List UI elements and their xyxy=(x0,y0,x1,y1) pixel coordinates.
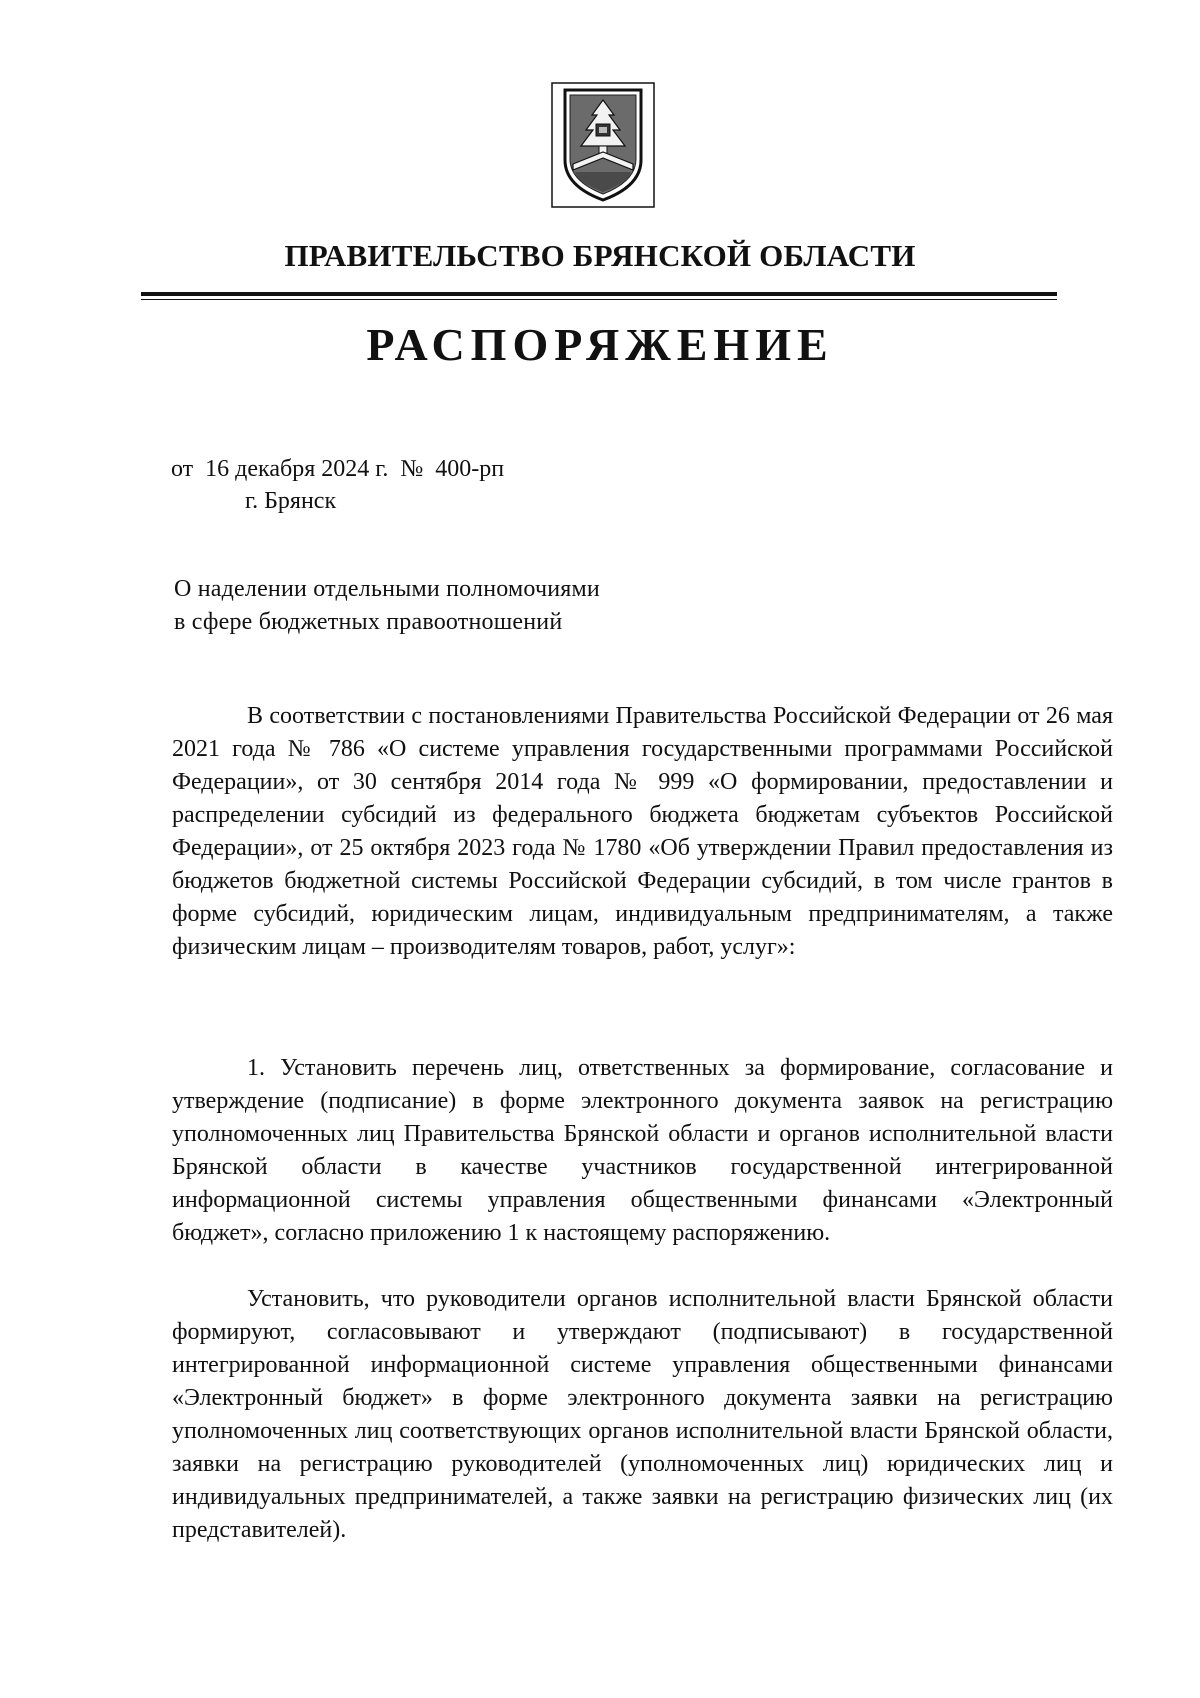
subject-line: в сфере бюджетных правоотношений xyxy=(174,609,563,635)
paragraph-text: В соответствии с постановлениями Правительства Российской Федерации от 26 мая 2021 года № 786 «О системе управления государственными программами Российской Федерации», от 30 сентября 2014 года № 999 «О формировании, предоставлении и распределении субсидий из федерального бюджета бюджетам субъектов Российской Федерации», от 25 октября 2023 года № 1780 «Об утверждении Правил предоставления из бюджетов бюджетной системы Российской Федерации субсидий, в том числе грантов в форме субсидий, юридическим лицам, индивидуальным предпринимателям, а также физическим лицам – производителям товаров, работ, услуг»: xyxy=(172,703,1113,960)
document-type-title: РАСПОРЯЖЕНИЕ xyxy=(366,319,834,370)
document-city: г. Брянск xyxy=(245,488,337,514)
header-divider-thick xyxy=(141,292,1057,296)
header-divider-thin xyxy=(141,299,1057,300)
body-paragraph-item-1 xyxy=(172,1052,1113,1250)
number-prefix: № xyxy=(400,456,424,482)
organization-title: ПРАВИТЕЛЬСТВО БРЯНСКОЙ ОБЛАСТИ xyxy=(284,238,916,273)
document-date: 16 декабря 2024 г. xyxy=(205,456,389,482)
coat-of-arms-icon xyxy=(551,82,655,208)
document-number: 400-рп xyxy=(435,456,505,482)
subject-line: О наделении отдельными полномочиями xyxy=(174,576,600,602)
paragraph-text: Установить, что руководители органов исполнительной власти Брянской области формируют, согласовывают и утверждают (подписывают) в государственной интегрированной информационной системе управления общественными финансами «Электронный бюджет» в форме электронного документа заявки на регистрацию уполномоченных лиц соответствующих органов исполнительной власти Брянской области, заявки на регистрацию руководителей (уполномоченных лиц) юридических лиц и индивидуальных предпринимателей, а также заявки на регистрацию физических лиц (их представителей). xyxy=(172,1286,1113,1543)
document-subject xyxy=(174,573,600,639)
paragraph-text: 1. Установить перечень лиц, ответственных за формирование, согласование и утверждение (подписание) в форме электронного документа заявок на регистрацию уполномоченных лиц Правительства Брянской области и органов исполнительной власти Брянской области в качестве участников государственной интегрированной информационной системы управления общественными финансами «Электронный бюджет», согласно приложению 1 к настоящему распоряжению. xyxy=(172,1055,1113,1246)
body-paragraph-preamble xyxy=(172,700,1113,964)
date-prefix: от xyxy=(171,456,194,482)
body-paragraph-item-1-continued xyxy=(172,1283,1113,1547)
date-number-line xyxy=(171,456,504,483)
